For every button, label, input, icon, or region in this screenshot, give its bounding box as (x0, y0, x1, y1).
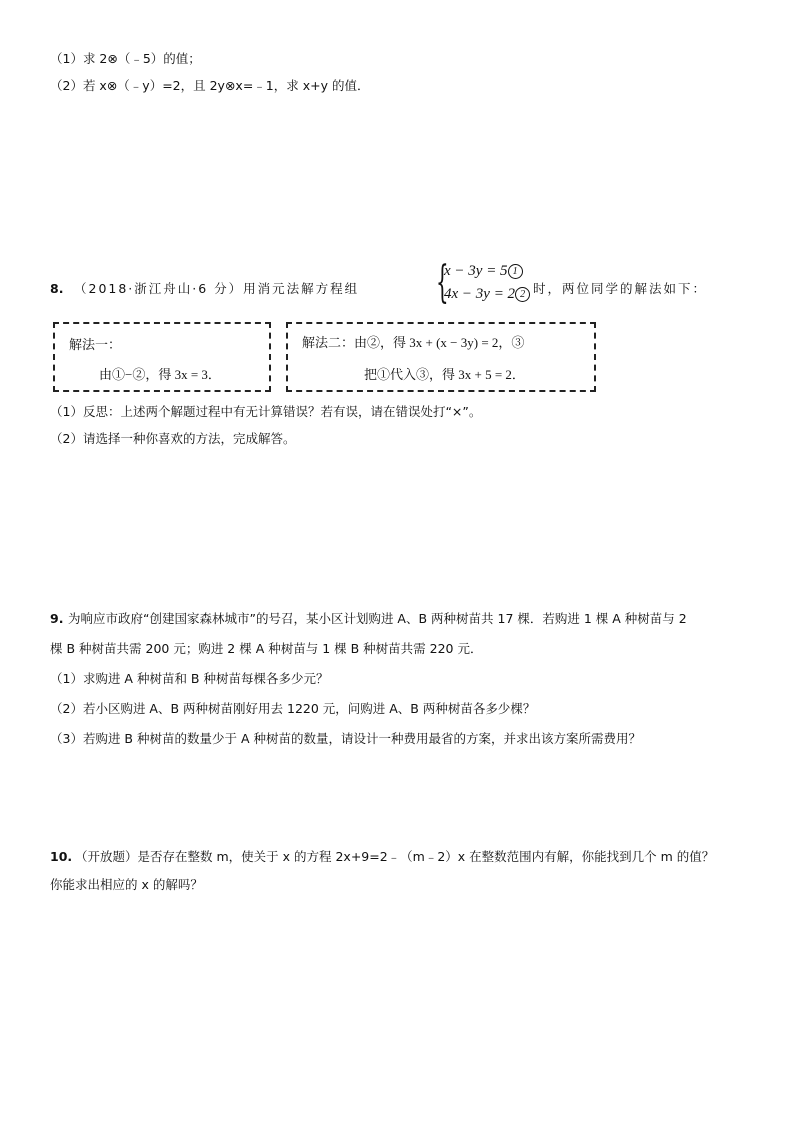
q10-line2: 你能求出相应的 x 的解吗？ (50, 877, 203, 892)
circled-2: 2 (515, 287, 530, 302)
q9-sub2: （2）若小区购进 A、B 两种树苗刚好用去 1220 元，问购进 A、B 两种树苗各多少棵？ (50, 701, 536, 716)
equation-2: 4x − 3y = 2 2 (444, 286, 530, 303)
method-two-line2: 把①代入③，得 3x + 5 = 2． (364, 367, 525, 382)
equation-1: x − 3y = 5 1 (444, 263, 523, 280)
q8-sub2: （2）请选择一种你喜欢的方法，完成解答。 (50, 431, 296, 446)
q8-number: 8. (50, 281, 64, 296)
method-one-body: 由①−②，得 3x = 3． (99, 367, 221, 382)
q9-number: 9. (50, 611, 64, 626)
q7-sub1: （1）求 2⊗（﹣5）的值； (50, 51, 201, 66)
circled-1: 1 (508, 264, 523, 279)
q8-source: （2018·浙江舟山·6 分）用消元法解方程组 (74, 281, 360, 296)
q8-tail: 时，两位同学的解法如下： (533, 281, 708, 296)
q9-sub3: （3）若购进 B 种树苗的数量少于 A 种树苗的数量，请设计一种费用最省的方案，并求出该方案所需费用？ (50, 731, 641, 746)
q9-line2: 棵 B 种树苗共需 200 元；购进 2 棵 A 种树苗与 1 棵 B 种树苗共需 220 元． (50, 641, 483, 656)
method-one-title: 解法一： (69, 338, 122, 353)
method-one-box (53, 322, 271, 392)
method-two-box (286, 322, 596, 392)
q10-line1: （开放题）是否存在整数 m，使关于 x 的方程 2x+9=2﹣（m﹣2）x 在整数范围内有解，你能找到几个 m 的值？ (75, 849, 715, 864)
q9-sub1: （1）求购进 A 种树苗和 B 种树苗每棵各多少元？ (50, 671, 329, 686)
left-brace: { (436, 257, 449, 308)
q7-sub2: （2）若 x⊗（﹣y）=2，且 2y⊗x=﹣1，求 x+y 的值． (50, 78, 370, 93)
q8-sub1: （1）反思：上述两个解题过程中有无计算错误？若有误，请在错误处打“×”。 (50, 404, 482, 419)
q10-number: 10. (50, 849, 73, 864)
method-two-line1: 解法二：由②，得 3x + (x − 3y) = 2，③ (302, 335, 525, 350)
q9-line1: 为响应市政府“创建国家森林城市”的号召，某小区计划购进 A、B 两种树苗共 17 棵．若购进 1 棵 A 种树苗与 2 (68, 611, 687, 626)
equation-system (436, 257, 536, 308)
